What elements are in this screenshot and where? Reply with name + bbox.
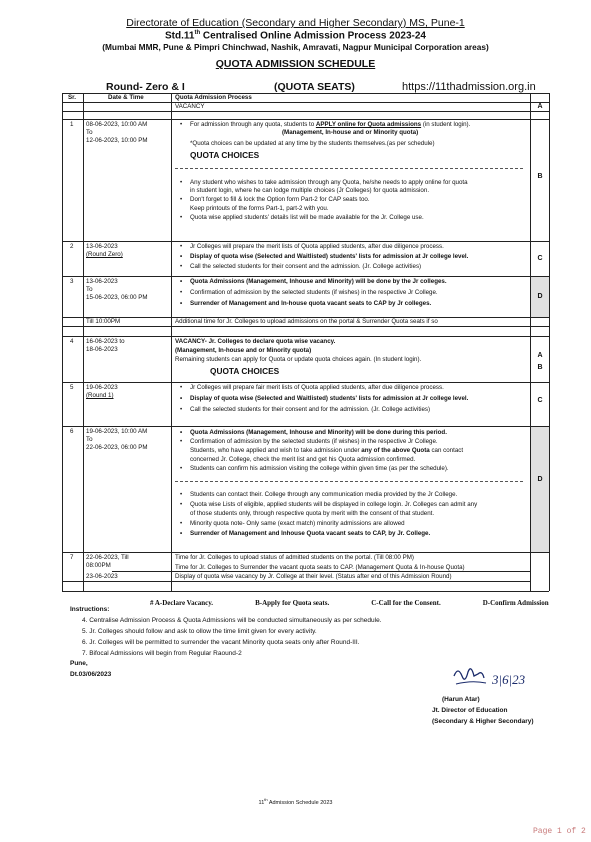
- row5-merit-lists: • Jr Colleges will prepare fair merit lists of Quota applied students, after due diligence process.: [190, 384, 444, 392]
- row6-confirmation: • Confirmation of admission by the selected students (if wishes) in the respective Jr College.: [190, 438, 438, 446]
- instructions-title: Instructions:: [70, 606, 110, 613]
- row6-eligible-lists: • Quota wise Lists of eligible, applied students will be displayed in college login. Jr. Colleges can admit any: [190, 501, 477, 509]
- row8-display-vacancy: Display of quota wise vacancy by Jr. College at their level. (Status after end of this Admission Round): [175, 573, 452, 580]
- row7-sr: 7: [70, 554, 74, 561]
- row3-confirmation: • Confirmation of admission by the selected students (if wishes) in the respective Jr College.: [190, 289, 438, 297]
- code-legend: # A-Declare Vacancy. B-Apply for Quota seats. C-Call for the Consent. D-Confirm Admission: [150, 599, 549, 607]
- row8-date: 23-06-2023: [86, 573, 118, 580]
- instruction-item: 6. Jr. Colleges will be permitted to surrender the vacant Minority quota seats only after Round-III.: [82, 639, 360, 646]
- row6-quota-admissions: • Quota Admissions (Management, Inhouse and Minority) will be done during this period.: [190, 429, 447, 437]
- schedule-title: QUOTA ADMISSION SCHEDULE: [215, 58, 376, 70]
- row2-sr: 2: [70, 243, 74, 250]
- row3-surrender: • Surrender of Management and In-house quota vacant seats to CAP by Jr colleges.: [190, 300, 431, 308]
- row1-any-student: • Any student who wishes to take admission through any Quota, he/she needs to apply online for quota: [190, 179, 468, 187]
- row1-quota-choices-title: QUOTA CHOICES: [190, 150, 260, 160]
- row2-display-lists: • Display of quota wise (Selected and Waitlisted) students' lists for admission at Jr college level.: [190, 253, 468, 261]
- row1-student-login: in student login, where he can lodge multiple choices (Jr Colleges) for quota admission.: [190, 187, 430, 194]
- code-a-2: A: [537, 352, 543, 359]
- row4-quota-types: (Management, In-house and or Minority quota): [175, 347, 312, 354]
- row7-surrender: Time for Jr. Colleges to Surrender the vacant quota seats to CAP. (Management Quota & In-house Quota): [175, 564, 465, 571]
- row5-sr: 5: [70, 384, 74, 391]
- row4-date-end: 18-06-2023: [86, 346, 118, 353]
- code-a: A: [537, 103, 543, 110]
- row7-time: 08:00PM: [86, 562, 111, 569]
- row6-date-end: 22-06-2023, 06:00 PM: [86, 444, 148, 451]
- vacancy-label: VACANCY: [175, 103, 205, 110]
- row2-call-students: • Call the selected students for their consent and the admission. (Jr. College activities): [190, 263, 421, 271]
- admission-url[interactable]: https://11thadmission.org.in: [402, 81, 536, 93]
- row3-date-end: 15-06-2023, 06:00 PM: [86, 294, 148, 301]
- svg-text:3|6|23: 3|6|23: [492, 672, 526, 687]
- row6-concerned-college: concerned Jr. College, check the merit list and get his Quota admission confirmed.: [190, 456, 416, 463]
- code-b-2: B: [537, 364, 543, 371]
- row6-confirm-visit: • Students can confirm his admission visiting the college within given time (as per the schedule).: [190, 465, 449, 473]
- row6-separator: [175, 481, 523, 482]
- round-label: Round- Zero & I: [106, 81, 185, 93]
- signatory-designation: Jt. Director of Education: [432, 707, 508, 714]
- row1-separator: [175, 168, 523, 169]
- row4-vacancy: VACANCY- Jr. Colleges to declare quota wise vacancy.: [175, 338, 336, 345]
- areas-heading: (Mumbai MMR, Pune & Pimpri Chinchwad, Nashik, Amravati, Nagpur Municipal Corporation areas): [102, 42, 489, 52]
- row2-date: 13-06-2023: [86, 243, 118, 250]
- row3-date-start: 13-06-2023: [86, 278, 118, 285]
- instruction-item: 5. Jr. Colleges should follow and ask to ollow the time limit given for every activity.: [82, 628, 317, 635]
- row5-call-students: • Call the selected students for their consent and for the admission. (Jr. College activities): [190, 406, 430, 414]
- row4-remaining: Remaining students can apply for Quota or update quota choices again. (In student login).: [175, 356, 422, 363]
- row1-quota-types: (Management, In-house and or Minority quota): [282, 129, 419, 136]
- col-header-date: Date & Time: [108, 94, 144, 101]
- row6-minority-note: • Minority quota note- Only same (exact match) minority admissions are allowed: [190, 520, 405, 528]
- row1-apply-online: • For admission through any quota, students to APPLY online for Quota admissions (in student login).: [190, 121, 470, 129]
- row1-sr: 1: [70, 121, 74, 128]
- code-d-2: D: [537, 476, 543, 483]
- row2-merit-lists: • Jr Colleges will prepare the merit lists of Quota applied students, after due diligence process.: [190, 243, 444, 251]
- instruction-item: 7. Bifocal Admissions will begin from Regular Raound-2: [82, 650, 242, 657]
- code-b: B: [537, 173, 543, 180]
- signature-scribble: [452, 662, 532, 696]
- row6-surrender: • Surrender of Management and Inhouse Quota vacant seats to CAP, by Jr. College.: [190, 530, 430, 538]
- instruction-item: 4. Centralise Admission Process & Quota Admissions will be conducted simultaneously as per schedule.: [82, 617, 382, 624]
- code-c-2: C: [537, 397, 543, 404]
- row1-date-end: 12-06-2023, 10:00 PM: [86, 137, 148, 144]
- place: Pune,: [70, 660, 88, 667]
- row6-by-merit: of those students only, through respective quota by merit with the consent of that student.: [190, 510, 435, 517]
- code-c: C: [537, 255, 543, 262]
- signatory-office: (Secondary & Higher Secondary): [432, 718, 534, 725]
- row6-date-start: 19-06-2023, 10:00 AM: [86, 428, 148, 435]
- row1-date-start: 08-06-2023, 10:00 AM: [86, 121, 148, 128]
- row4-date-start: 16-06-2023 to: [86, 338, 125, 345]
- row5-round: (Round 1): [86, 392, 114, 399]
- row5-date: 19-06-2023: [86, 384, 118, 391]
- row1-date-to: To: [86, 129, 93, 136]
- row3b-process: Additional time for Jr. Colleges to upload admissions on the portal & Surrender Quota seats if so: [175, 318, 438, 325]
- row6-students-applied: Students, who have applied and wish to take admission under any of the above Quota can contact: [190, 447, 464, 454]
- row1-details-list: • Quota wise applied students' details list will be made available for the Jr. College use.: [190, 214, 424, 222]
- code-d: D: [537, 293, 543, 300]
- row4-sr: 4: [70, 338, 74, 345]
- row7-date: 22-06-2023, Till: [86, 554, 129, 561]
- page-indicator: Page 1 of 2: [533, 827, 586, 836]
- col-header-sr: Sr.: [68, 94, 76, 101]
- row7-upload-status: Time for Jr. Colleges to upload status of admitted students on the portal. (Till 08:00 PM): [175, 554, 414, 561]
- row3-quota-admissions: • Quota Admissions (Management, Inhouse and Minority) will be done by the Jr colleges.: [190, 278, 447, 286]
- signatory-name: (Harun Atar): [442, 696, 480, 703]
- row6-sr: 6: [70, 428, 74, 435]
- code-d-shade-2: [530, 426, 549, 552]
- row1-choices-note: *Quota choices can be updated at any time by the students themselves.(as per schedule): [190, 140, 435, 147]
- row2-round: (Round Zero): [86, 251, 123, 258]
- row1-option-form: • Don't forget to fill & lock the Option form Part-2 for CAP seats too.: [190, 196, 370, 204]
- row6-date-to: To: [86, 436, 93, 443]
- process-heading: Std.11th Centralised Online Admission Process 2023-24: [165, 30, 426, 42]
- row4-quota-choices-title: QUOTA CHOICES: [210, 366, 280, 376]
- row1-printouts: Keep printouts of the forms Part-1, part-2 with you.: [190, 205, 329, 212]
- directorate-heading: Directorate of Education (Secondary and Higher Secondary) MS, Pune-1: [126, 17, 465, 29]
- row3-date-to: To: [86, 286, 93, 293]
- quota-seats-label: (QUOTA SEATS): [274, 81, 355, 93]
- row5-display-lists: • Display of quota wise (Selected and Waitlisted) students' lists for admission at Jr college level.: [190, 395, 468, 403]
- schedule-table: [62, 93, 549, 598]
- row6-contact-college: • Students can contact their. College through any communication media provided by the Jr College.: [190, 491, 457, 499]
- issue-date: Dt.03/06/2023: [70, 671, 112, 678]
- row3b-date: Till 10:00PM: [86, 318, 121, 325]
- row3-sr: 3: [70, 278, 74, 285]
- col-header-process: Quota Admission Process: [175, 94, 252, 101]
- page-footer: 11th Admission Schedule 2023: [258, 797, 333, 806]
